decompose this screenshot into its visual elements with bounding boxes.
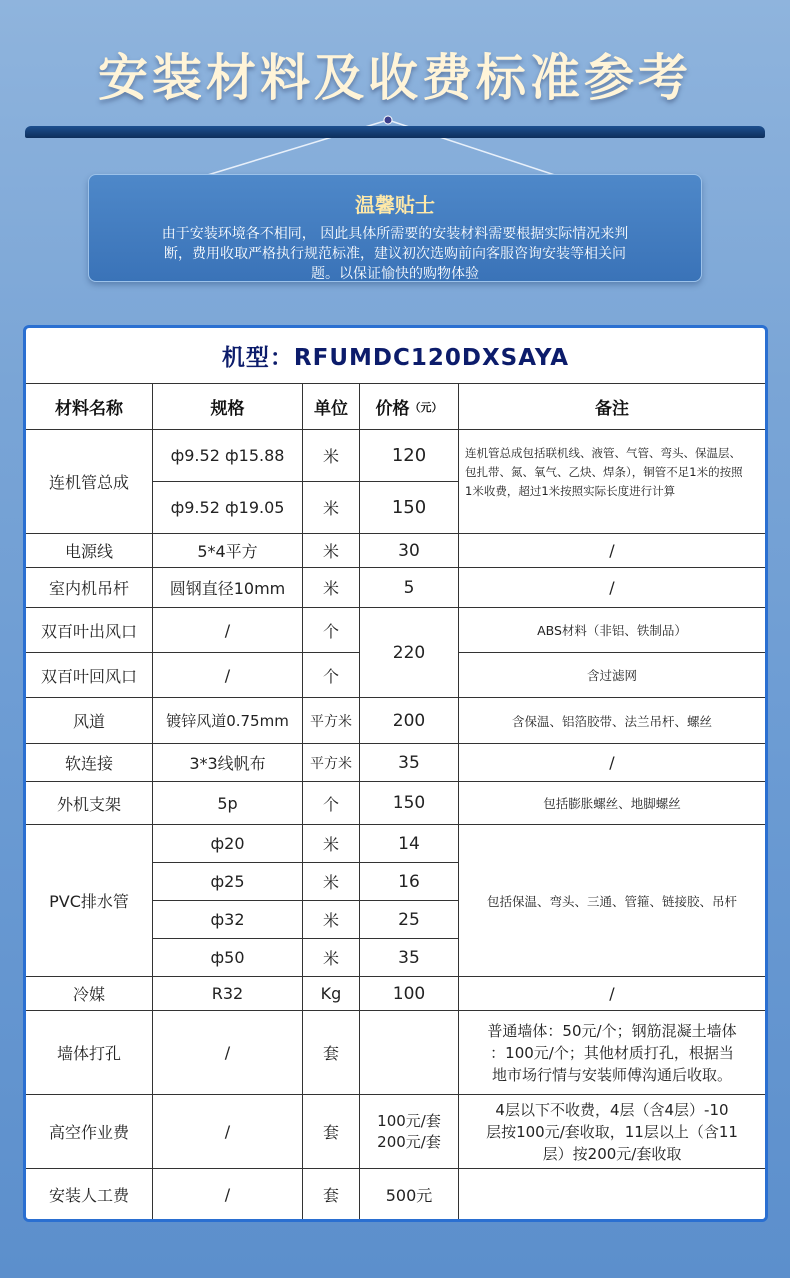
row-height-name: 高空作业费 <box>26 1095 153 1169</box>
row-return-note: 含过滤网 <box>459 653 765 698</box>
tip-title: 温馨贴士 <box>355 193 435 217</box>
row-pipe-spec1: ф9.52 ф15.88 <box>153 430 303 482</box>
row-duct-spec: 镀锌风道0.75mm <box>153 698 303 744</box>
row-labor-spec: / <box>153 1169 303 1219</box>
row-hanger-note: / <box>459 568 765 608</box>
row-soft-price: 35 <box>360 744 459 782</box>
note-line: 连机管总成包括联机线、液管、气管、弯头、保温层、 <box>465 446 741 460</box>
row-power-spec: 5*4平方 <box>153 534 303 568</box>
tip-line: 由于安装环境各不相同， 因此具体所需要的安装材料需要根据实际情况来判 <box>161 226 629 242</box>
row-drill-spec: / <box>153 1011 303 1095</box>
row-labor-price: 500元 <box>360 1169 459 1219</box>
row-height-spec: / <box>153 1095 303 1169</box>
header-spec: 规格 <box>153 384 303 430</box>
row-pvc-price: 25 <box>360 901 459 939</box>
row-refrigerant-price: 100 <box>360 977 459 1011</box>
price-line: 100元/套 <box>377 1111 441 1130</box>
row-pvc-note: 包括保温、弯头、三通、管箍、链接胶、吊杆 <box>459 825 765 977</box>
row-duct-note: 含保温、铝箔胶带、法兰吊杆、螺丝 <box>459 698 765 744</box>
row-height-unit: 套 <box>303 1095 360 1169</box>
row-hanger-price: 5 <box>360 568 459 608</box>
row-power-name: 电源线 <box>26 534 153 568</box>
row-bracket-note: 包括膨胀螺丝、地脚螺丝 <box>459 782 765 825</box>
row-labor-unit: 套 <box>303 1169 360 1219</box>
row-louver-price: 220 <box>360 608 459 698</box>
row-return-spec: / <box>153 653 303 698</box>
row-duct-name: 风道 <box>26 698 153 744</box>
row-soft-spec: 3*3线帆布 <box>153 744 303 782</box>
row-hanger-unit: 米 <box>303 568 360 608</box>
row-pipe-unit1: 米 <box>303 430 360 482</box>
row-bracket-unit: 个 <box>303 782 360 825</box>
row-height-price <box>360 1095 459 1169</box>
price-table <box>23 325 768 1222</box>
row-soft-name: 软连接 <box>26 744 153 782</box>
row-labor-name: 安装人工费 <box>26 1169 153 1219</box>
row-bracket-spec: 5p <box>153 782 303 825</box>
row-power-unit: 米 <box>303 534 360 568</box>
row-pvc-spec: ф50 <box>153 939 303 977</box>
row-pvc-unit: 米 <box>303 825 360 863</box>
row-outlet-name: 双百叶出风口 <box>26 608 153 653</box>
row-soft-unit: 平方米 <box>303 744 360 782</box>
row-drill-note <box>459 1011 765 1095</box>
price-line: 200元/套 <box>377 1132 441 1151</box>
row-outlet-note: ABS材料（非铝、铁制品） <box>459 608 765 653</box>
row-pvc-name: PVC排水管 <box>26 825 153 977</box>
row-hanger-name: 室内机吊杆 <box>26 568 153 608</box>
row-refrigerant-name: 冷媒 <box>26 977 153 1011</box>
row-return-name: 双百叶回风口 <box>26 653 153 698</box>
title-underline-bar <box>25 126 765 138</box>
row-pvc-spec: ф32 <box>153 901 303 939</box>
row-refrigerant-unit: Kg <box>303 977 360 1011</box>
note-line: 普通墙体：50元/个；钢筋混凝土墙体 <box>487 1021 737 1040</box>
header-price-unit: （元） <box>409 400 443 414</box>
header-note: 备注 <box>459 384 765 430</box>
header-price <box>360 384 459 430</box>
row-pvc-spec: ф25 <box>153 863 303 901</box>
row-outlet-spec: / <box>153 608 303 653</box>
row-hanger-spec: 圆钢直径10mm <box>153 568 303 608</box>
row-power-note: / <box>459 534 765 568</box>
row-drill-price <box>360 1011 459 1095</box>
tip-body <box>89 218 701 284</box>
row-pipe-note <box>459 430 765 534</box>
row-soft-note: / <box>459 744 765 782</box>
model-title: 机型：RFUMDC120DXSAYA <box>26 328 765 384</box>
note-line: 4层以下不收费，4层（含4层）-10 <box>495 1100 729 1119</box>
page-title: 安装材料及收费标准参考 <box>98 49 692 107</box>
price-grid <box>26 384 765 1219</box>
row-pvc-price: 16 <box>360 863 459 901</box>
row-pvc-unit: 米 <box>303 863 360 901</box>
row-pipe-price2: 150 <box>360 482 459 534</box>
row-pipe-price1: 120 <box>360 430 459 482</box>
tip-line: 断，费用收取严格执行规范标准，建议初次选购前向客服咨询安装等相关问 <box>164 246 626 262</box>
row-refrigerant-spec: R32 <box>153 977 303 1011</box>
note-line: 包扎带、氮、氧气、乙炔、焊条），铜管不足1米的按照 <box>465 465 743 479</box>
note-line: 地市场行情与安装师傅沟通后收取。 <box>491 1065 732 1084</box>
header-unit: 单位 <box>303 384 360 430</box>
row-outlet-unit: 个 <box>303 608 360 653</box>
header-price-label: 价格 <box>375 399 410 419</box>
row-labor-note <box>459 1169 765 1219</box>
row-pvc-price: 14 <box>360 825 459 863</box>
tip-box <box>88 174 702 282</box>
tip-line: 题。以保证愉快的购物体验 <box>311 266 479 282</box>
row-bracket-price: 150 <box>360 782 459 825</box>
row-drill-unit: 套 <box>303 1011 360 1095</box>
row-power-price: 30 <box>360 534 459 568</box>
row-pvc-price: 35 <box>360 939 459 977</box>
row-pvc-unit: 米 <box>303 939 360 977</box>
row-height-note <box>459 1095 765 1169</box>
note-line: ：100元/个；其他材质打孔，根据当 <box>490 1043 734 1062</box>
row-pipe-unit2: 米 <box>303 482 360 534</box>
row-bracket-name: 外机支架 <box>26 782 153 825</box>
row-pipe-name: 连机管总成 <box>26 430 153 534</box>
row-refrigerant-note: / <box>459 977 765 1011</box>
row-duct-unit: 平方米 <box>303 698 360 744</box>
note-line: 层按100元/套收取，11层以上（含11 <box>486 1122 738 1141</box>
row-pipe-spec2: ф9.52 ф19.05 <box>153 482 303 534</box>
row-drill-name: 墙体打孔 <box>26 1011 153 1095</box>
row-pvc-spec: ф20 <box>153 825 303 863</box>
row-pvc-unit: 米 <box>303 901 360 939</box>
row-duct-price: 200 <box>360 698 459 744</box>
row-return-unit: 个 <box>303 653 360 698</box>
header-name: 材料名称 <box>26 384 153 430</box>
note-line: 层）按200元/套收取 <box>542 1144 682 1163</box>
note-line: 1米收费，超过1米按照实际长度进行计算 <box>465 484 676 498</box>
